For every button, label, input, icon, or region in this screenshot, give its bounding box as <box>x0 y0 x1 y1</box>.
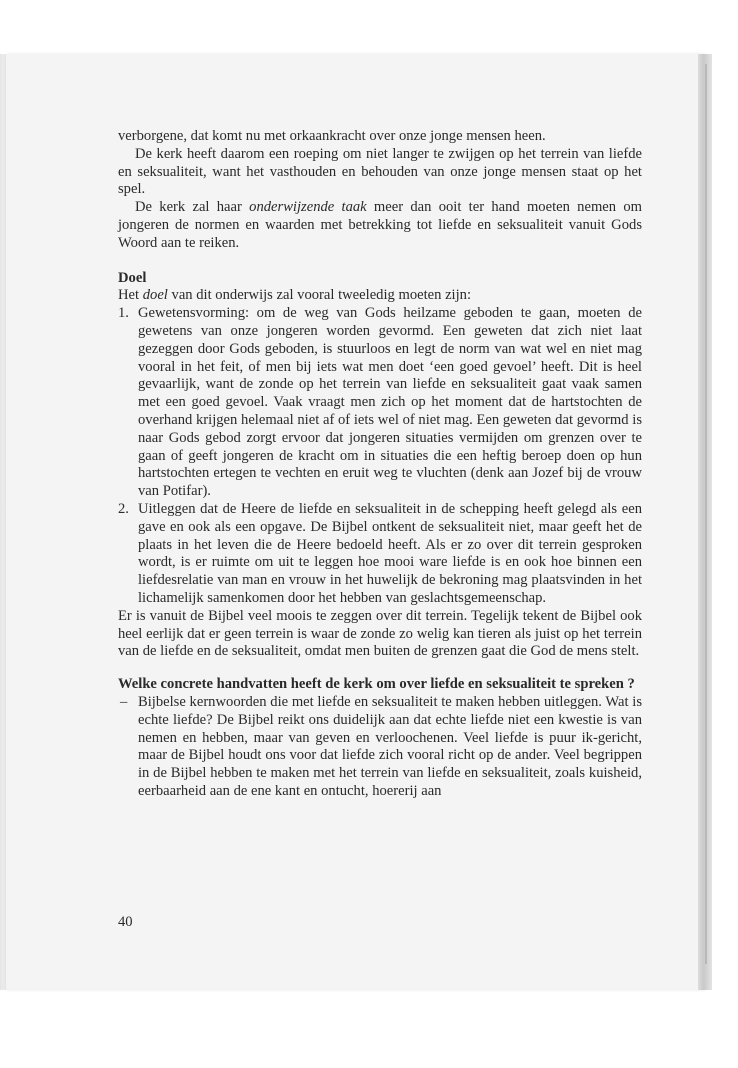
doel-list-item <box>118 305 642 501</box>
handvatten-list <box>118 694 642 801</box>
doel-intro-end: van dit onderwijs zal vooral tweeledig moeten zijn: <box>167 287 472 304</box>
doel-list-item <box>118 501 642 608</box>
doel-intro <box>118 287 642 305</box>
doel-intro-emphasis: doel <box>142 287 168 304</box>
paragraph-1: verborgene, dat komt nu met orkaankracht over onze jonge mensen heen. <box>118 128 546 144</box>
doel-list <box>118 305 642 608</box>
paragraph-3-start: De kerk zal haar <box>135 199 250 216</box>
paragraph-3-emphasis: onderwijzende taak <box>249 199 367 216</box>
list-number: 2. <box>118 500 129 517</box>
handvatten-list-item <box>118 694 642 801</box>
doel-closing: Er is vanuit de Bijbel veel moois te zeggen over dit terrein. Tegelijk tekent de Bijbel ook heel eerlijk dat er geen terrein is waar de zonde zo welig kan tieren als juist op het terrein van de liefde en de seksualiteit, omdat men buiten de grenzen gaat die God de mens stelt. <box>118 607 642 660</box>
list-number: 1. <box>118 305 129 322</box>
heading-handvatten: Welke concrete handvatten heeft de kerk om over liefde en seksualiteit te spreken ? <box>118 676 635 693</box>
page-number: 40 <box>118 914 133 930</box>
book-right-edge <box>698 54 712 990</box>
paragraph-2: De kerk heeft daarom een roeping om niet langer te zwijgen op het terrein van liefde en seksualiteit, want het vasthouden en behouden van onze jonge mensen staat op het spel. <box>118 145 642 198</box>
list-item-text: Gewetensvorming: om de weg van Gods heilzame geboden te gaan, moeten de gewetens van onze jongeren worden gevormd. Een geweten dat zich niet laat gezeggen door Gods geboden, is stuurloos en legt de norm van wat wel en niet mag vooral in het feit, of men bij iets wat men doet ‘een goed gevoel’ heeft. Dit is heel gevaarlijk, want de zonde op het terrein van liefde en seksualiteit gaat vaak samen met een goed gevoel. Vaak vraagt men zich op het moment dat de hartstochten de overhand krijgen helemaal niet af of iets wel of niet mag. Een geweten dat gevormd is naar Gods gebod zorgt ervoor dat jongeren situaties vermijden om grenzen over te gaan of geeft jongeren de kracht om in situaties die een heftig beroep doen op hun hartstochten ertegen te vechten en eruit weg te vluchten (denk aan Jozef bij de vrouw van Potifar). <box>138 305 642 500</box>
doel-intro-start: Het <box>118 287 143 304</box>
paragraph-3-end: meer dan ooit ter hand moeten nemen om jongeren de normen en waarden met betrekking tot liefde en seksualiteit vanuit Gods Woord aan te reiken. <box>118 199 642 251</box>
heading-doel: Doel <box>118 269 147 286</box>
list-item-text: Uitleggen dat de Heere de liefde en seksualiteit in de schepping heeft gelegd als een gave en ook als een opgave. De Bijbel ontkent de seksualiteit niet, maar geeft het de plaats in het leven die de Heere bedoeld heeft. Als er zo over dit terrein gesproken wordt, is er ruimte om uit te leggen hoe mooi ware liefde is en ook hoe binnen een liefdesrelatie van man en vrouw in het huwelijk de bekroning mag plaatsvinden in het lichamelijk samenkomen door het hebben van geslachtsgemeenschap. <box>138 500 642 606</box>
paragraph-3 <box>118 199 642 252</box>
page-text <box>118 128 642 801</box>
list-dash: – <box>120 693 128 710</box>
list-item-text: Bijbelse kernwoorden die met liefde en seksualiteit te maken hebben uitleggen. Wat is echte liefde? De Bijbel reikt ons duidelijk aan dat echte liefde niet een kwestie is van nemen en hebben, maar van geven en verloochenen. Veel liefde is puur ik-gericht, maar de Bijbel houdt ons voor dat liefde zich vooral richt op de ander. Veel begrippen in de Bijbel hebben te maken met het terrein van liefde en seksualiteit, zoals kuisheid, eerbaarheid aan de ene kant en ontucht, hoererij aan <box>138 693 642 799</box>
